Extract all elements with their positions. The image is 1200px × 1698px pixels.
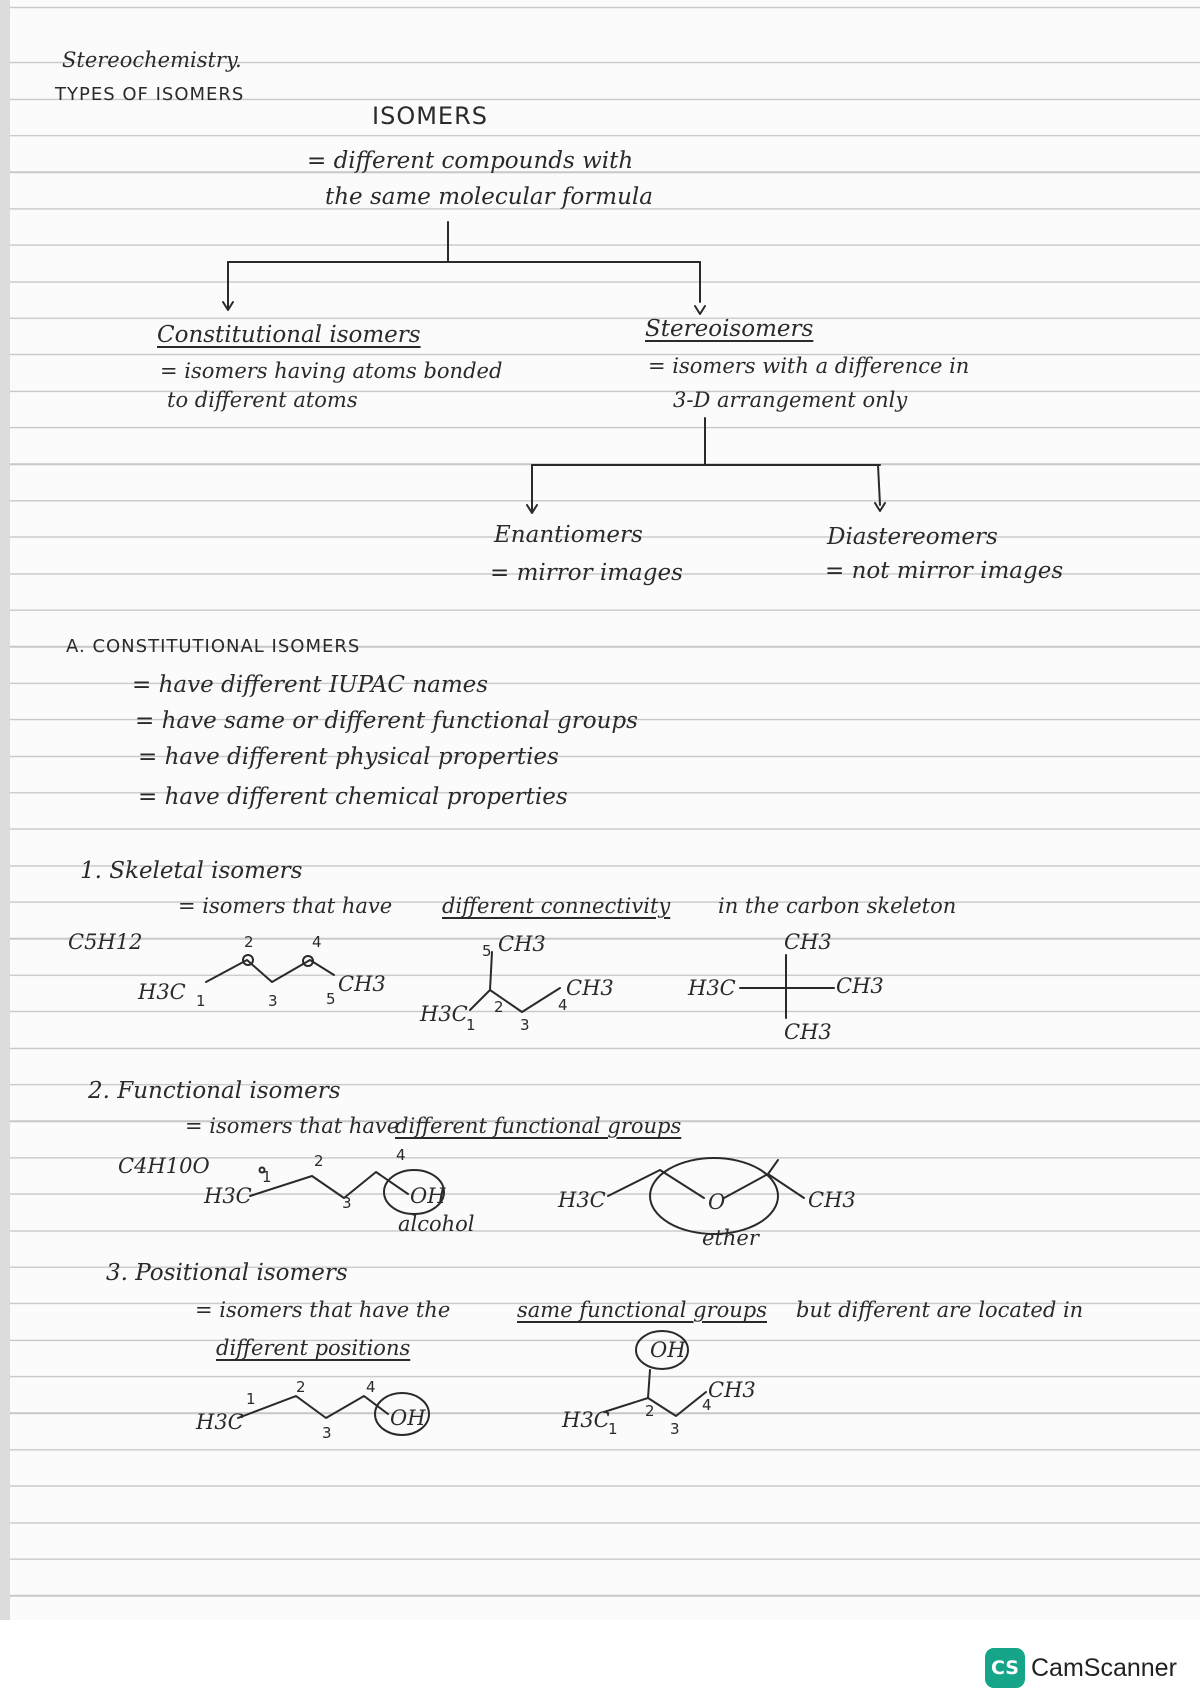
skeletal-def-prefix: = isomers that have	[178, 894, 393, 918]
sk2-num-1: 1	[466, 1016, 476, 1034]
page-title: TYPES OF ISOMERS	[55, 84, 245, 105]
fn2-left-bonds	[608, 1170, 704, 1198]
positional-heading: 3. Positional isomers	[106, 1260, 348, 1286]
skeletal-def-underlined: different connectivity	[442, 894, 671, 918]
functional-formula: C4H10O	[118, 1154, 210, 1178]
section-a-title: A. CONSTITUTIONAL ISOMERS	[66, 636, 361, 657]
isomers-root-def-2: the same molecular formula	[325, 184, 653, 210]
ps2-right-group: CH3	[708, 1378, 756, 1402]
constitutional-title: Constitutional isomers	[157, 322, 421, 348]
enantiomers-title: Enantiomers	[494, 522, 643, 548]
sk1-left-group: H3C	[138, 980, 186, 1004]
stereoisomers-title: Stereoisomers	[645, 316, 814, 342]
positional-def-middle: but different are located in	[796, 1298, 1084, 1322]
skeletal-heading: 1. Skeletal isomers	[80, 858, 303, 884]
ps2-num-1: 1	[608, 1420, 618, 1438]
sk3-left-group: H3C	[688, 976, 736, 1000]
fn2-ether-circle	[650, 1158, 778, 1234]
ps1-chain-bonds	[238, 1396, 388, 1418]
stereo-def-2: 3-D arrangement only	[673, 388, 908, 412]
fn1-hydroxyl-group: OH	[410, 1184, 446, 1208]
fn1-dot	[260, 1168, 265, 1173]
ps2-num-3: 3	[670, 1420, 680, 1438]
positional-def-underlined-2: different positions	[216, 1336, 411, 1360]
sk1-right-group: CH3	[338, 972, 386, 996]
section-a-point-3: = have different physical properties	[138, 744, 559, 770]
sk1-zigzag-bonds	[206, 960, 334, 982]
ps2-num-4: 4	[702, 1396, 712, 1414]
diastereomers-def: = not mirror images	[825, 558, 1064, 584]
camscanner-watermark	[985, 1648, 1177, 1688]
sk2-methyl-bond	[490, 952, 492, 990]
fn2-left-group: H3C	[558, 1188, 606, 1212]
fn2-tick	[768, 1160, 778, 1174]
fn2-ether-label: ether	[702, 1226, 759, 1250]
ps2-hydroxyl-group: OH	[650, 1338, 686, 1362]
camscanner-icon: CS	[985, 1648, 1025, 1688]
page-subject: Stereochemistry.	[62, 48, 242, 72]
sk3-right-group: CH3	[836, 974, 884, 998]
sk2-zigzag-bonds	[470, 988, 560, 1012]
fn2-right-bonds	[724, 1174, 804, 1198]
functional-heading: 2. Functional isomers	[88, 1078, 341, 1104]
isomers-root-title: ISOMERS	[372, 102, 488, 130]
skeletal-def-suffix: in the carbon skeleton	[718, 894, 957, 918]
tree-diastereomer-drop	[878, 465, 880, 505]
sk1-num-5: 5	[326, 990, 336, 1008]
sk2-num-5: 5	[482, 942, 492, 960]
fn1-hydroxyl-circle	[384, 1170, 444, 1214]
ps2-hydroxyl-circle	[636, 1331, 688, 1369]
skeletal-formula: C5H12	[68, 930, 143, 954]
ps2-num-2: 2	[645, 1402, 655, 1420]
enantiomers-def: = mirror images	[490, 560, 683, 586]
section-a-point-1: = have different IUPAC names	[132, 672, 489, 698]
fn1-num-3: 3	[342, 1194, 352, 1212]
sk2-right-group: CH3	[566, 976, 614, 1000]
fn2-right-group: CH3	[808, 1188, 856, 1212]
fn1-left-group: H3C	[204, 1184, 252, 1208]
sk1-num-3: 3	[268, 992, 278, 1010]
functional-def-prefix: = isomers that have	[185, 1114, 400, 1138]
ps1-hydroxyl-circle	[375, 1393, 429, 1435]
fn2-oxygen: O	[708, 1190, 726, 1214]
fn1-num-4: 4	[396, 1146, 406, 1164]
isomers-root-def-1: = different compounds with	[307, 148, 634, 174]
ps1-left-group: H3C	[196, 1410, 244, 1434]
sk1-num-4: 4	[312, 933, 322, 951]
positional-def-prefix: = isomers that have the	[195, 1298, 451, 1322]
ps2-hydroxyl-bond	[648, 1370, 650, 1398]
fn1-num-1: 1	[262, 1168, 272, 1186]
ps1-num-1: 1	[246, 1390, 256, 1408]
functional-def-underlined: different functional groups	[395, 1114, 682, 1138]
sk2-num-2: 2	[494, 998, 504, 1016]
fn1-alcohol-label: alcohol	[398, 1212, 475, 1236]
constitutional-def-1: = isomers having atoms bonded	[160, 359, 503, 383]
ps2-left-group: H3C	[562, 1408, 610, 1432]
fn1-num-2: 2	[314, 1152, 324, 1170]
ps1-num-2: 2	[296, 1378, 306, 1396]
sk2-num-4: 4	[558, 996, 568, 1014]
sk2-num-3: 3	[520, 1016, 530, 1034]
sk2-left-group: H3C	[420, 1002, 468, 1026]
positional-def-underlined-1: same functional groups	[517, 1298, 768, 1322]
section-a-point-2: = have same or different functional groups	[135, 708, 638, 734]
sk3-bottom-group: CH3	[784, 1020, 832, 1044]
tree-right-arrow	[695, 306, 705, 314]
ps1-num-4: 4	[366, 1378, 376, 1396]
stereo-def-1: = isomers with a difference in	[648, 354, 970, 378]
diastereomers-title: Diastereomers	[827, 524, 998, 550]
sk3-top-group: CH3	[784, 930, 832, 954]
ps2-chain-bonds	[604, 1392, 706, 1416]
section-a-point-4: = have different chemical properties	[138, 784, 568, 810]
ps1-hydroxyl-group: OH	[390, 1406, 426, 1430]
sk1-num-2: 2	[244, 933, 254, 951]
camscanner-text: CamScanner	[1031, 1653, 1177, 1682]
sk1-num-1: 1	[196, 992, 206, 1010]
constitutional-def-2: to different atoms	[167, 388, 358, 412]
ps1-num-3: 3	[322, 1424, 332, 1442]
sk2-top-group: CH3	[498, 932, 546, 956]
